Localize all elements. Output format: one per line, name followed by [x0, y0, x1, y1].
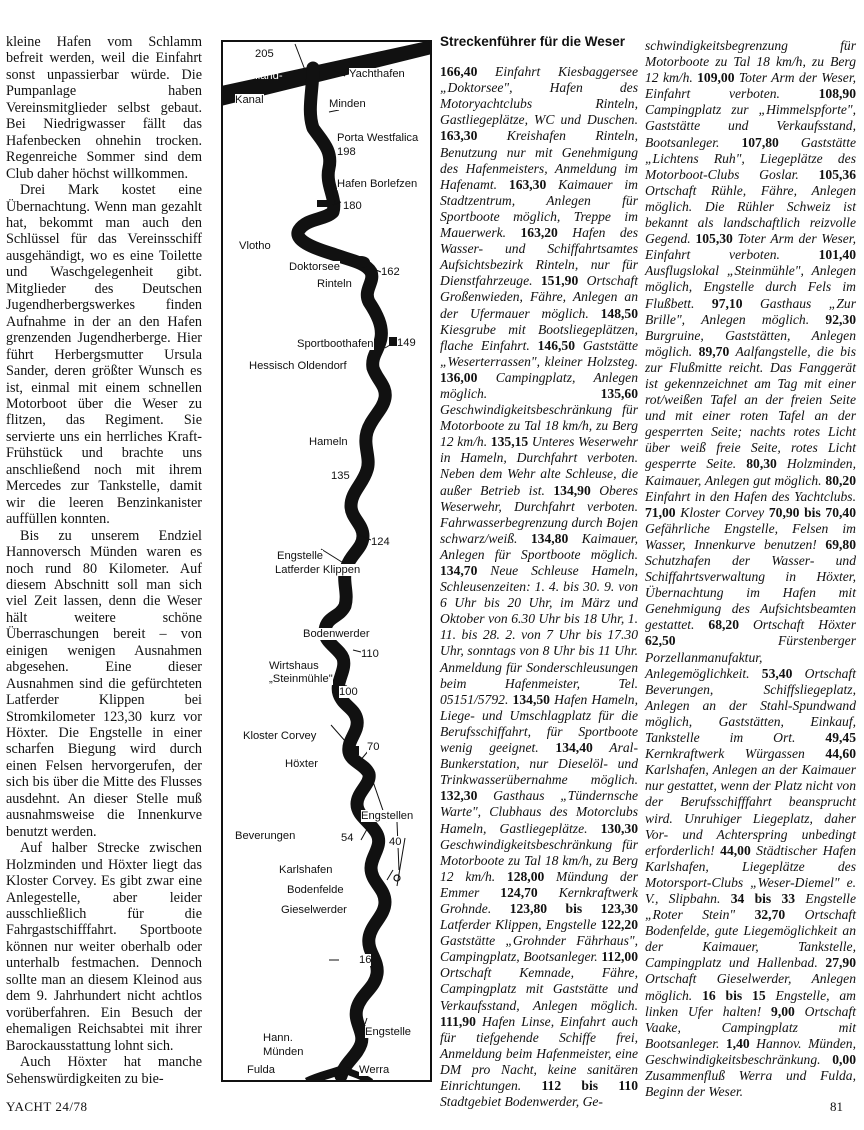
guide-entry-text: Ortschaft Rühle, Fähre, Anlegen möglich. Die Rühler Schweiz ist bekannt als landschaftlich reizvolle Gegend.	[645, 182, 856, 247]
map-label-city: Gieselwerder	[281, 904, 347, 916]
guide-entry-text: Gefährliche Engstelle, Felsen im Wasser, Innenkurve benutzen!	[645, 520, 856, 552]
guide-entry-text: Latferder Klippen, Engstelle	[440, 917, 601, 933]
map-label-city: Porta Westfalica	[337, 132, 419, 144]
guide-entry-text: Kaimauer, Anlegen für Sportboote möglich.	[440, 530, 638, 562]
map-label-city: Beverungen	[235, 830, 296, 842]
guide-entry	[645, 746, 856, 858]
guide-entry-km: 44,00	[720, 842, 751, 858]
map-label-km: 110	[361, 648, 379, 660]
map-label-city: Hessisch Oldendorf	[249, 360, 347, 372]
guide-entry-km: 53,40	[761, 665, 793, 681]
guide-entry-text: Toter Arm der Weser, Einfahrt verboten.	[645, 70, 856, 102]
guide-entry-km: 105,30	[695, 231, 733, 247]
article-paragraph: Auf halber Strecke zwischen Holzminden und Höxter liegt das Kloster Corvey. Es gibt zwar eine Anlegestelle, aber leider ausschließlich für die Fahrgastschifffahrt. Sportboote können nur weiter oberhalb oder unterhalb festmachen. Dennoch sollte man an diesem Kleinod aus dem 9. Jahrhundert nicht achtlos vorüberfahren. Ein Besuch der ehemaligen Reichsabtei mit ihrer Barockausstattung lohnt sich.	[6, 840, 202, 1054]
guide-entry-km: 105,36	[818, 166, 856, 182]
guide-entry-text: Einfahrt in den Hafen des Yachtclubs.	[645, 488, 856, 504]
map-label-km: 149	[397, 337, 416, 349]
guide-entry-text: Neue Schleuse Hameln, Schleusenzeiten: 1. 4. bis 30. 9. von 6 Uhr bis 20 Uhr, im März und Oktober von 6.30 Uhr bis 18 Uhr, 1. 11. bis 28. 2. von 7 Uhr bis 17.30 Uhr, sonntags von 8 Uhr bis 11 Uhr. Anmeldung für Sonderschleusungen beim Hafenmeister, Tel. 05151/5792.	[440, 563, 638, 707]
guide-entry-text: Gasthaus „Zur Brille", Anlegen möglich.	[645, 295, 856, 327]
guide-entry-km: 107,80	[741, 134, 779, 150]
map-label-km: 16	[359, 954, 372, 966]
guide-entry-km: 112 bis 110	[541, 1078, 638, 1093]
guide-entry-text: Ortschaft Bodenfelde, gute Liegemöglichkeit an der Kaimauer, Tankstelle, Campingplatz und Hallenbad.	[645, 907, 856, 971]
guide-entry-text: Engstelle „Roter Stein"	[645, 890, 856, 923]
guide-entry-text: Kloster Corvey	[675, 504, 769, 520]
guide-entry-text: Engstelle, am linken Ufer halten!	[645, 987, 856, 1019]
guide-entry-km: 49,45	[825, 730, 856, 746]
map-label-harbour: Hafen Borlefzen	[337, 178, 418, 190]
map-label-km: 180	[343, 200, 362, 212]
guide-entry-km: 166,40	[440, 64, 478, 80]
guide-entry-km: 80,30	[746, 456, 777, 472]
guide-entry-text: Ortschaft Beverungen, Schiffsliegeplatz, Anlegen an der Stahl-Spundwand möglich, Gaststätten, Einkauf, Tankstelle im Ort.	[645, 665, 856, 746]
guide-entry-km: 128,00	[506, 868, 545, 884]
guide-entry-text: Oberes Weserwehr, Durchfahrt verboten. Fahrwasserbegrenzung durch Bojen schwarz/weiß.	[440, 482, 638, 546]
map-label-km: 135	[331, 470, 350, 482]
guide-entry-text: Campingplatz, Anlegen möglich.	[440, 369, 638, 401]
guide-column-a	[440, 34, 638, 1110]
guide-entry-text: Ortschaft Großenwieden, Fähre, Anlegen an der Ufermauer möglich.	[440, 273, 638, 321]
guide-entry-km: 27,90	[825, 955, 856, 971]
guide-entry-text: Mündung der Emmer	[440, 868, 638, 900]
guide-entry-text: Kiesgrube mit Bootsliegeplätzen, flache Einfahrt.	[440, 321, 638, 353]
map-label-city: Höxter	[285, 758, 318, 770]
guide-entry-km: 101,40	[818, 247, 856, 263]
harbour-marker	[317, 200, 329, 207]
map-label-city: Bodenwerder	[303, 628, 370, 640]
guide-entry-km: 163,30	[440, 128, 478, 144]
guide-entry-km: 134,90	[553, 482, 591, 498]
guide-entry-km: 111,90	[440, 1013, 476, 1029]
doktorsee-lake	[352, 256, 370, 268]
guide-entry-text: Hannov. Münden, Geschwindigkeitsbeschränkung.	[645, 1035, 857, 1067]
map-label-lake: Doktorsee	[289, 261, 340, 273]
map-label-city: Münden	[263, 1046, 304, 1058]
guide-entry-km: 124,70	[500, 884, 538, 900]
guide-entry-text: Gaststätte „Weserterrassen", kleiner Holzsteg.	[440, 337, 638, 369]
guide-entry-km: 32,70	[754, 907, 786, 923]
guide-entry-text: Unteres Weserwehr in Hameln, Durchfahrt verboten. Neben dem Wehr alte Schleuse, die außer Betrieb ist.	[440, 434, 638, 498]
guide-entry-text: Schutzhafen der Wasser- und Schiffahrtsverwaltung in Höxter, Übernachtung im Hafen mit Genehmigung des Aufsichtsbeamten gestattet.	[645, 553, 856, 633]
guide-entry-text: Hafen des Wasser- und Schiffahrtsamtes Aufsichtsbezirk Rinteln, nur für Dienstfahrzeuge.	[440, 225, 638, 289]
map-label-yachthafen: Yachthafen	[349, 68, 405, 80]
guide-entry-text: Gaststätte „Grohnder Fährhaus", Campingplatz, Bootsanleger.	[440, 933, 638, 965]
article-paragraph: Drei Mark kostet eine Übernachtung. Wenn man gezahlt hat, bekommt man auch den Schlüssel für das Vereinsschiff ausgehändigt, wo es eine Toilette und Waschgelegenheit gibt. Mitglieder des Deutschen Jugendherbergswerkes finden Aufnahme in der an den Hafen grenzenden Jugendherberge. Hier führt Herbergsmutter Ursula Sander, deren größter Wunsch es ist, einmal mit einem schnellen Motorboot über die Weser zu flitzen, das Regiment. Sie servierte uns ein herrliches Kraft-Frühstück und brachte uns anschließend noch mit ihrem Mercedes zur Tankstelle, damit wir die leeren Benzinkanister auffüllen konnten.	[6, 182, 202, 528]
article-paragraph: Bis zu unserem Endziel Hannoversch Münden waren es noch rund 80 Kilometer. Auf diesem Abschnitt soll man sich viel Zeit lassen, denn die Weser hält weitere schöne Überraschungen bereit – von einigen wenigen Ausnahmen abgesehen. Eine dieser Ausnahmen sind die gefürchteten Latferder Klippen bei Stromkilometer 123,30 kurz vor Höxter. Die Engstelle in einer scharfen Biegung wird durch einen Felsen hervorgerufen, der sich bis über die Mitte des Flusses ausdehnt. An dieser Stelle muß ausnahmsweise die Innenkurve benutzt werden.	[6, 527, 202, 840]
guide-entry-text: Kernkraftwerk Grohnde.	[440, 884, 638, 916]
guide-title: Streckenführer für die Weser	[440, 34, 626, 49]
guide-entry-text: Burgruine, Gaststätten, Anlegen möglich.	[645, 327, 856, 359]
map-label-city: Vlotho	[239, 240, 271, 252]
guide-entry-text: Gaststätte „Lichtens Ruh", Liegeplätze des Motorboot-Clubs Goslar.	[645, 134, 857, 182]
guide-entry-km: 163,30	[508, 176, 547, 192]
guide-entry-text: Ausflugslokal „Steinmühle", Anlegen möglich, Engstelle durch Fels im Flußbett.	[645, 263, 856, 311]
map-label-narrows: Engstelle	[277, 550, 324, 562]
guide-entry-km: 97,10	[711, 295, 743, 311]
guide-entry-km: 130,30	[600, 820, 638, 836]
page-number: 81	[830, 1099, 843, 1114]
article-paragraph: Auch Höxter hat manche Sehenswürdigkeiten zu bie-	[6, 1054, 202, 1087]
map-label-city: Hann.	[263, 1032, 293, 1044]
map-label-river: Werra	[359, 1064, 390, 1076]
weser-map	[221, 40, 432, 1082]
map-label-narrows: Engstellen	[361, 810, 414, 822]
guide-entry-text: Zusammenfluß Werra und Fulda, Beginn der Weser.	[645, 1068, 856, 1100]
corvey-marker	[352, 746, 359, 755]
guide-entry-text: Einfahrt Kiesbaggersee „Doktorsee", Hafen des Motoryachtclubs Rinteln, Gastliegeplätze, WC und Duschen.	[440, 64, 638, 128]
guide-entry-text: Gasthaus „Tündernsche Warte", Clubhaus des Motorclubs Hameln, Gastliegeplätze.	[440, 788, 638, 836]
guide-entry-km: 163,20	[520, 225, 558, 241]
guide-entry-km: 132,30	[440, 788, 478, 804]
map-label-city: Hameln	[309, 436, 348, 448]
guide-entry-text: Toter Arm der Weser, Einfahrt verboten.	[645, 231, 856, 263]
guide-entry-text: Kaimauer im Stadtzentrum, Anlegen für Sportboote möglich, Treppe im Mauerwerk.	[440, 176, 638, 241]
map-label-abbey: Kloster Corvey	[243, 730, 317, 742]
map-label-km: 124	[371, 536, 390, 548]
guide-entry	[645, 344, 856, 472]
guide-entry-text: Ortschaft Höxter	[739, 617, 856, 633]
guide-entry-text: Aalfangstelle, die bis zur Flußmitte reicht. Das Fanggerät ist gekennzeichnet am Tag mit einer rot/weißen Tafel an der freien Seite und mit einer roten Tafel an der gesperrten Seite; nachts rotes Licht über weiß freie Seite, rotes Licht gesperrte Seite.	[645, 343, 856, 472]
guide-entry-km: 109,00	[697, 70, 735, 86]
guide-entry-text: Ortschaft Kemnade, Fähre, Campingplatz mit Gaststätte und Verkaufsstand, Anlegen möglich.	[440, 965, 638, 1013]
guide-entry	[440, 563, 638, 707]
guide-entry-text: Stadtgebiet Bodenwerder, Ge-	[440, 1094, 603, 1110]
map-label-km: 205	[255, 48, 274, 60]
guide-entry-km: 70,90 bis 70,40	[768, 504, 856, 520]
guide-entry-text: Hafen Hameln, Liege- und Umschlagplatz für die Berufsschiffahrt, für Sportboote wenig geeignet.	[440, 691, 638, 756]
map-label-inn: „Steinmühle"	[269, 673, 333, 685]
guide-entry-km: 134,40	[555, 740, 593, 756]
article-paragraph: kleine Hafen vom Schlamm befreit werden, weil die Einfahrt sonst unpassierbar würde. Die Pumpanlage haben Vereinsmitglieder selbst gebaut. Bei Niedrigwasser fällt das Hafenbecken ohnehin trocken. Regenreiche Sommer sind dem Club daher höchst willkommen.	[6, 34, 202, 182]
river-drawing	[221, 40, 432, 1082]
map-label-km: 70	[367, 741, 380, 753]
map-label-km: 162	[381, 266, 400, 278]
map-label-canal: Mittelland-	[231, 70, 283, 82]
guide-entry-km: 134,50	[512, 691, 550, 707]
guide-entry-km: 134,80	[530, 530, 569, 546]
guide-entry-km: 151,90	[540, 273, 579, 289]
map-label-km: 40	[389, 836, 402, 848]
map-label-river: Fulda	[247, 1064, 275, 1076]
guide-entry-text: Städtischer Hafen Karlshafen, Liegeplätze des Motorsport-Clubs „Weser-Diemel" e. V., Slipbahn.	[645, 842, 856, 906]
guide-entry-text: Aral-Bunkerstation, nur Dieselöl- und Trinkwasserübernahme möglich.	[440, 740, 638, 788]
guide-entry-km: 68,20	[708, 617, 739, 633]
map-label-km: 54	[341, 832, 354, 844]
guide-entry-text: Kreishafen Rinteln, Benutzung nur mit Genehmigung des Hafenmeisters, Anmeldung im Hafenamt.	[440, 128, 638, 192]
guide-column-b	[645, 38, 856, 1100]
guide-entry-text: Karlshafen, Anlegen an der Kaimauer nur gestattet, wenn der Platz nicht von der Berufsschifffahrt beansprucht wird. Unruhiger Liegeplatz, daher Vor- und Achterspring unbedingt erforderlich!	[645, 762, 856, 858]
map-label-city: Bodenfelde	[287, 884, 344, 896]
guide-entry-km: 34 bis 33	[730, 890, 796, 906]
fulda-river	[307, 1070, 341, 1082]
guide-entry-text: Kernkraftwerk Würgassen	[645, 746, 826, 762]
guide-entry-text: Ortschaft Vaake, Campingplatz mit Bootsanleger.	[645, 1003, 856, 1051]
guide-entries	[440, 64, 638, 1110]
guide-entry-km: 44,60	[825, 746, 856, 762]
guide-entry-km: 62,50	[645, 633, 676, 649]
guide-entry-km: 123,80 bis 123,30	[509, 900, 638, 916]
article-column	[6, 34, 202, 1087]
guide-entry-km: 112,00	[601, 949, 638, 965]
guide-entry-km: 92,30	[825, 311, 856, 327]
guide-entry-km: 89,70	[698, 343, 730, 359]
guide-entry-km: 135,60	[600, 385, 638, 401]
map-label-city: Minden	[329, 98, 366, 110]
guide-entry-km: 16 bis 15	[702, 987, 766, 1003]
guide-entry-km: 69,80	[825, 536, 856, 552]
guide-entry	[645, 505, 769, 520]
guide-entry-km: 146,50	[537, 337, 576, 353]
map-label-km: 198	[337, 146, 356, 158]
guide-entry-km: 134,70	[440, 563, 478, 578]
guide-entry-km: 80,20	[825, 472, 856, 488]
guide-entry-text: Geschwindigkeitsbeschränkung für Motorboote zu Tal 18 km/h, zu Berg 12 km/h.	[440, 402, 638, 450]
guide-entry	[440, 64, 638, 127]
guide-entry-text: Holzminden, Kaimauer, Anlegen gut möglich.	[645, 456, 856, 488]
guide-entry-km: 122,20	[600, 917, 638, 933]
guide-entry-text: Campingplatz zur „Himmelspforte", Gaststätte und Verkaufsstand, Bootsanleger.	[645, 102, 856, 150]
guide-entry-text: schwindigkeitsbegrenzung für Motorboote zu Tal 18 km/h, zu Berg 12 km/h.	[645, 38, 856, 86]
guide-entry-text: Fürstenberger Porzellanmanufaktur, Anlegemöglichkeit.	[645, 633, 856, 681]
map-label-km: 100	[339, 686, 358, 698]
guide-entry-km: 71,00	[645, 504, 676, 520]
guide-entry-km: 1,40	[725, 1035, 750, 1051]
guide-entry-text: Ortschaft Gieselwerder, Anlegen möglich.	[645, 971, 856, 1003]
guide-entry-km: 135,15	[490, 434, 529, 450]
map-label-narrows: Engstelle	[365, 1026, 412, 1038]
guide-entry	[708, 617, 856, 632]
map-label-city: Rinteln	[317, 278, 352, 290]
map-label-canal: Kanal	[235, 94, 264, 106]
map-label-harbour: Sportboothafen	[297, 338, 374, 350]
guide-entry-km: 148,50	[600, 305, 638, 321]
guide-entry-text: Geschwindigkeitsbeschränkung für Motorboote zu Tal 18 km/h, zu Berg 12 km/h.	[440, 836, 638, 884]
map-label-inn: Wirtshaus	[269, 660, 319, 672]
guide-entry-text: Hafen Linse, Einfahrt auch für tiefgehende Schiffe frei, Anmeldung beim Hafenmeister, eine DM pro Nacht, keine sanitären Einrichtungen.	[440, 1013, 638, 1093]
guide-entries	[645, 38, 856, 1100]
guide-entry-km: 9,00	[771, 1003, 795, 1019]
guide-entry-km: 108,90	[818, 86, 856, 102]
magazine-issue: YACHT 24/78	[6, 1099, 88, 1114]
map-label-city: Karlshafen	[279, 864, 333, 876]
guide-entry-km: 136,00	[440, 369, 478, 385]
map-label-narrows: Latferder Klippen	[275, 564, 361, 576]
guide-entry-km: 0,00	[832, 1051, 856, 1067]
